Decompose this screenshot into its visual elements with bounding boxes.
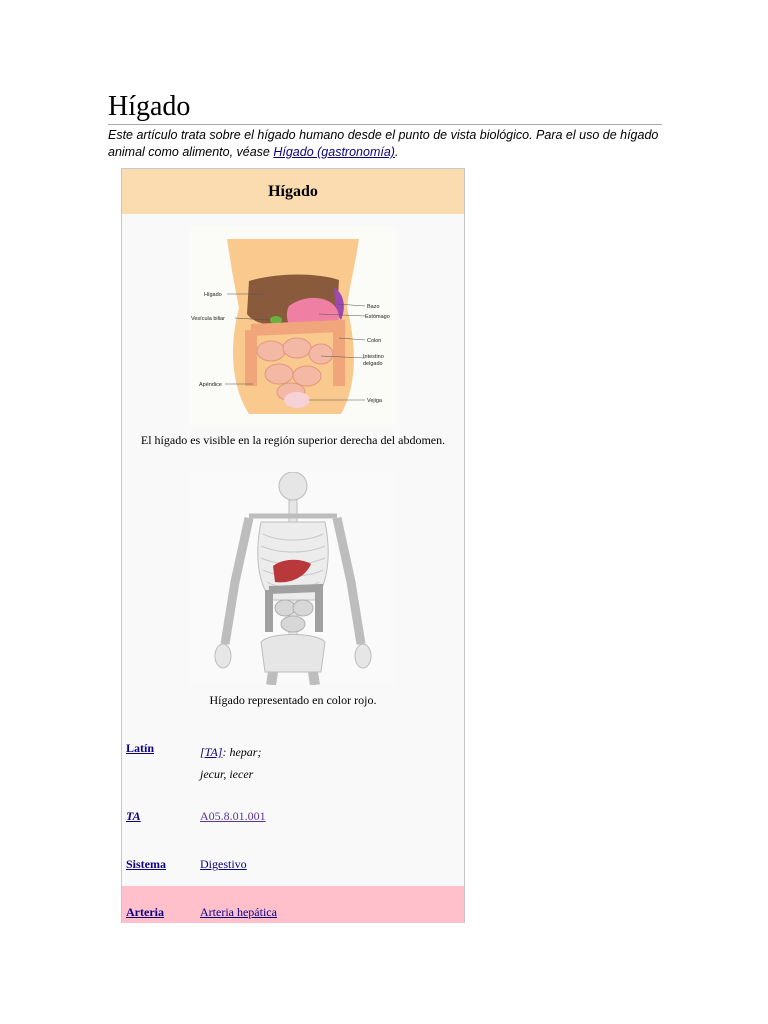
page-title: Hígado <box>108 90 662 125</box>
row-sistema-label[interactable]: Sistema <box>126 857 166 871</box>
row-arteria <box>122 886 464 923</box>
row-ta-label[interactable]: TA <box>126 809 141 823</box>
label-estomago: Estómago <box>365 314 390 320</box>
row-latin-label[interactable]: Latín <box>126 741 155 755</box>
label-higado: Hígado <box>204 292 222 298</box>
latin-hepar: : hepar; <box>222 745 262 759</box>
label-delgado: delgado <box>363 361 383 367</box>
hatnote-text: Este artículo trata sobre el hígado humano desde el punto de vista biológico. Para el uso de hígado animal como alimento, véase <box>108 128 659 159</box>
row-sistema-value[interactable]: Digestivo <box>200 857 247 871</box>
label-intestino: Intestino <box>363 354 384 360</box>
row-ta <box>122 802 464 838</box>
figure2-caption: Hígado representado en color rojo. <box>209 693 377 707</box>
row-arteria-label[interactable]: Arteria <box>126 905 164 919</box>
hatnote <box>108 127 668 161</box>
row-arteria-value[interactable]: Arteria hepática <box>200 905 277 919</box>
infobox <box>121 168 465 923</box>
abdomen-diagram <box>189 226 396 425</box>
label-vejiga: Vejiga <box>367 398 382 404</box>
row-latin <box>122 725 464 785</box>
label-apendice: Apéndice <box>199 382 222 388</box>
row-sistema <box>122 850 464 886</box>
row-latin-value <box>200 741 261 785</box>
label-bazo: Bazo <box>367 304 380 310</box>
hatnote-link-gastronomia[interactable]: Hígado (gastronomía) <box>273 145 395 159</box>
infobox-header: Hígado <box>122 169 464 214</box>
figure1-caption: El hígado es visible en la región superior derecha del abdomen. <box>140 433 446 447</box>
abdomen-diagram-figure[interactable] <box>189 226 396 425</box>
ta-link[interactable]: [TA] <box>200 745 223 759</box>
label-vesicula: Vesícula biliar <box>191 316 225 322</box>
latin-jecur: jecur, iecer <box>200 767 254 781</box>
row-ta-value[interactable]: A05.8.01.001 <box>200 809 266 823</box>
hatnote-end: . <box>394 145 399 159</box>
skeleton-liver-figure[interactable] <box>189 472 396 685</box>
skeleton-liver-image <box>189 472 396 685</box>
label-colon: Colon <box>367 338 382 344</box>
